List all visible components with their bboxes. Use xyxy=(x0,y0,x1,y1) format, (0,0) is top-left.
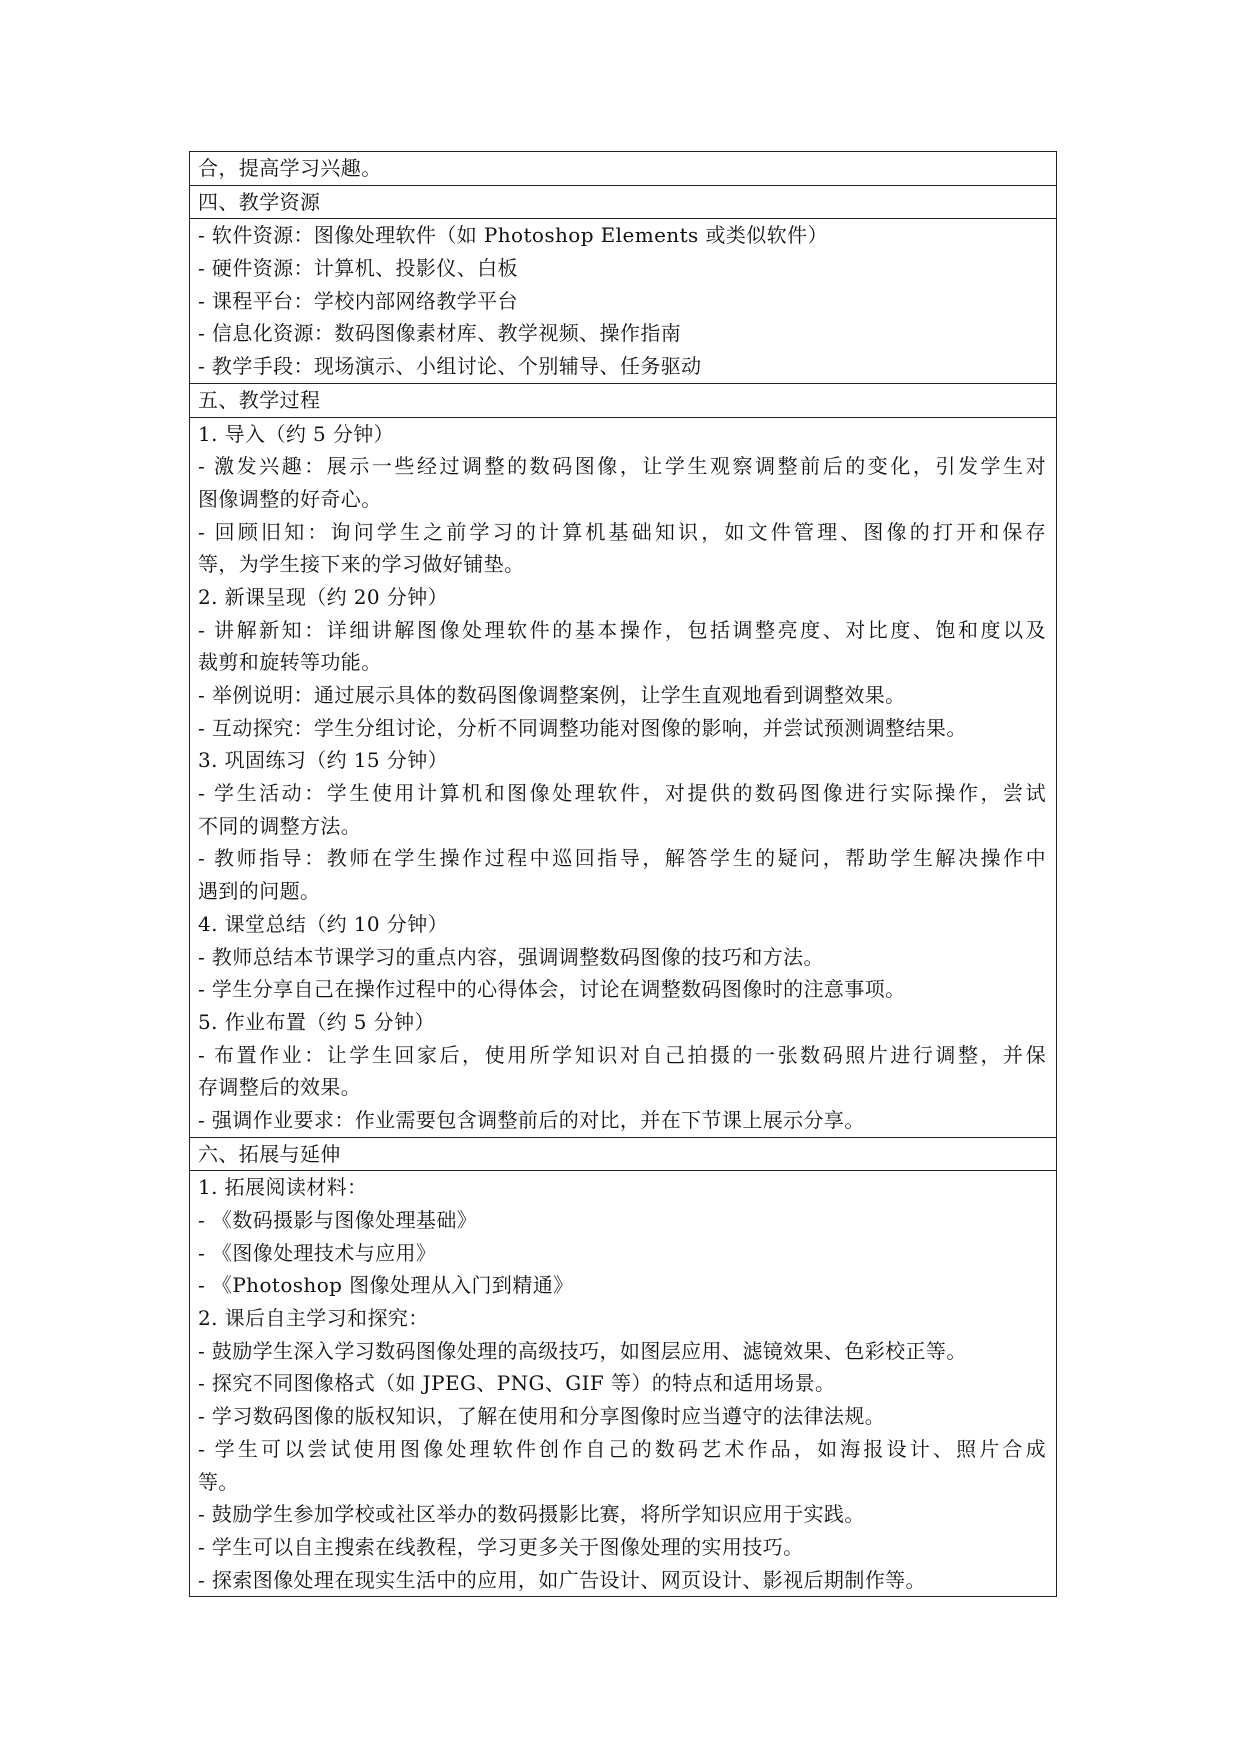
text-line: 2. 课后自主学习和探究： xyxy=(198,1306,429,1331)
text-line: - 课程平台：学校内部网络教学平台 xyxy=(198,288,518,313)
lesson-plan-table xyxy=(189,151,1057,1597)
process-cell xyxy=(190,417,1056,1137)
text-line: - 鼓励学生深入学习数码图像处理的高级技巧，如图层应用、滤镜效果、色彩校正等。 xyxy=(198,1338,967,1363)
text-line: - 讲解新知：详细讲解图像处理软件的基本操作，包括调整亮度、对比度、饱和度以及 xyxy=(198,617,1046,642)
section-heading: 六、拓展与延伸 xyxy=(198,1141,341,1166)
text-line: 裁剪和旋转等功能。 xyxy=(198,650,382,675)
text-line: - 学生分享自己在操作过程中的心得体会，讨论在调整数码图像时的注意事项。 xyxy=(198,977,906,1002)
text-line: - 《图像处理技术与应用》 xyxy=(198,1240,437,1265)
text-line: - 《Photoshop 图像处理从入门到精通》 xyxy=(198,1273,574,1298)
text-line: 3. 巩固练习（约 15 分钟） xyxy=(198,748,449,773)
text-line: 存调整后的效果。 xyxy=(198,1075,362,1100)
text-line: - 激发兴趣：展示一些经过调整的数码图像，让学生观察调整前后的变化，引发学生对 xyxy=(198,454,1046,479)
text-line: - 教师指导：教师在学生操作过程中巡回指导，解答学生的疑问，帮助学生解决操作中 xyxy=(198,846,1046,871)
resources-cell xyxy=(190,218,1056,382)
text-line: - 学生活动：学生使用计算机和图像处理软件，对提供的数码图像进行实际操作，尝试 xyxy=(198,781,1046,806)
text-line: 合，提高学习兴趣。 xyxy=(198,156,382,180)
text-line: - 教师总结本节课学习的重点内容，强调调整数码图像的技巧和方法。 xyxy=(198,944,824,969)
text-line: - 互动探究：学生分组讨论，分析不同调整功能对图像的影响，并尝试预测调整结果。 xyxy=(198,715,967,740)
text-line: - 硬件资源：计算机、投影仪、白板 xyxy=(198,256,518,281)
text-line: - 软件资源：图像处理软件（如 Photoshop Elements 或类似软件） xyxy=(198,223,828,248)
text-line: 1. 导入（约 5 分钟） xyxy=(198,421,395,446)
extension-heading-cell xyxy=(190,1137,1056,1171)
text-line: - 回顾旧知：询问学生之前学习的计算机基础知识，如文件管理、图像的打开和保存 xyxy=(198,519,1046,544)
text-line: 等，为学生接下来的学习做好铺垫。 xyxy=(198,552,525,577)
text-line: - 学习数码图像的版权知识，了解在使用和分享图像时应当遵守的法律法规。 xyxy=(198,1404,886,1429)
text-line: - 举例说明：通过展示具体的数码图像调整案例，让学生直观地看到调整效果。 xyxy=(198,683,906,707)
intro-cont-cell xyxy=(190,152,1056,185)
extension-cell xyxy=(190,1170,1056,1596)
text-line: 等。 xyxy=(198,1469,239,1494)
text-line: - 教学手段：现场演示、小组讨论、个别辅导、任务驱动 xyxy=(198,354,702,379)
text-line: - 《数码摄影与图像处理基础》 xyxy=(198,1208,478,1232)
text-line: - 学生可以尝试使用图像处理软件创作自己的数码艺术作品，如海报设计、照片合成 xyxy=(198,1436,1046,1461)
text-line: 5. 作业布置（约 5 分钟） xyxy=(198,1009,435,1034)
text-line: 4. 课堂总结（约 10 分钟） xyxy=(198,911,449,936)
text-line: 不同的调整方法。 xyxy=(198,813,362,838)
text-line: 1. 拓展阅读材料： xyxy=(198,1175,368,1200)
text-line: - 强调作业要求：作业需要包含调整前后的对比，并在下节课上展示分享。 xyxy=(198,1107,865,1132)
text-line: - 学生可以自主搜索在线教程，学习更多关于图像处理的实用技巧。 xyxy=(198,1534,804,1559)
text-line: - 布置作业：让学生回家后，使用所学知识对自己拍摄的一张数码照片进行调整，并保 xyxy=(198,1042,1046,1067)
section-heading: 五、教学过程 xyxy=(198,387,321,412)
text-line: - 鼓励学生参加学校或社区举办的数码摄影比赛，将所学知识应用于实践。 xyxy=(198,1502,865,1527)
section-heading: 四、教学资源 xyxy=(198,189,321,214)
process-heading-cell xyxy=(190,383,1056,417)
text-line: 遇到的问题。 xyxy=(198,879,321,904)
text-line: 图像调整的好奇心。 xyxy=(198,486,382,511)
text-line: - 探索图像处理在现实生活中的应用，如广告设计、网页设计、影视后期制作等。 xyxy=(198,1567,926,1592)
text-line: - 信息化资源：数码图像素材库、教学视频、操作指南 xyxy=(198,321,682,346)
text-line: - 探究不同图像格式（如 JPEG、PNG、GIF 等）的特点和适用场景。 xyxy=(198,1371,836,1396)
text-line: 2. 新课呈现（约 20 分钟） xyxy=(198,584,449,609)
resources-heading-cell xyxy=(190,185,1056,219)
